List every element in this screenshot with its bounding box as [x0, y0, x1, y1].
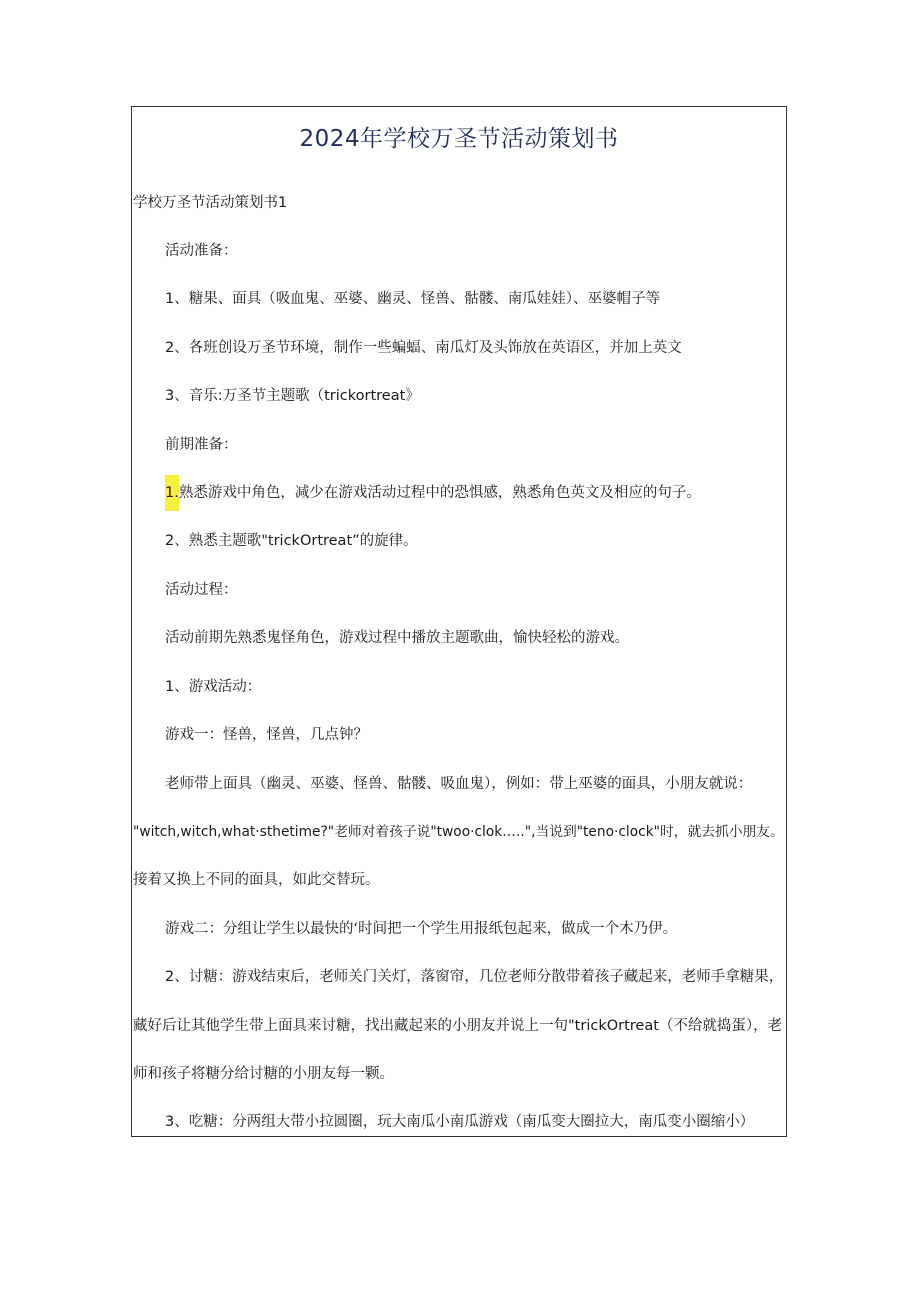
paragraph-line: 师和孩子将糖分给讨糖的小朋友每一颗。 [133, 1066, 394, 1082]
paragraph-line-text: 熟悉游戏中角色，减少在游戏活动过程中的恐惧感，熟悉角色英文及相应的句子。 [178, 485, 701, 501]
document-title: 2024年学校万圣节活动策划书 [299, 126, 619, 152]
paragraph-line: 老师带上面具（幽灵、巫婆、怪兽、骷髅、吸血鬼），例如：带上巫婆的面具，小朋友就说： [165, 776, 753, 792]
paragraph-line-highlighted [165, 483, 701, 503]
paragraph-line: 1、糖果、面具（吸血鬼、巫婆、幽灵、怪兽、骷髅、南瓜娃娃）、巫婆帽子等 [165, 291, 660, 307]
paragraph-line: 前期准备： [165, 437, 238, 453]
paragraph-line: "witch,witch,what·sthetime?"老师对着孩子说"twoo·clok.….",当说到"teno·clock"时，就去抓小朋友。 [133, 824, 784, 840]
paragraph-line: 活动前期先熟悉鬼怪角色，游戏过程中播放主题歌曲，愉快轻松的游戏。 [165, 630, 629, 646]
paragraph-line: 1、游戏活动： [165, 679, 262, 695]
paragraph-line: 活动准备： [165, 243, 238, 259]
paragraph-line: 游戏一：怪兽，怪兽，几点钟？ [165, 727, 368, 743]
paragraph-line: 活动过程： [165, 582, 238, 598]
paragraph-line: 游戏二：分组让学生以最快的‘时间把一个学生用报纸包起来，做成一个木乃伊。 [165, 921, 678, 937]
paragraph-line: 3、音乐:万圣节主题歌（trickortreat》 [165, 388, 420, 404]
paragraph-line: 2、各班创设万圣节环境，制作一些蝙蝠、南瓜灯及头饰放在英语区，并加上英文 [165, 340, 682, 356]
paragraph-line: 3、吃糖：分两组大带小拉圆圈，玩大南瓜小南瓜游戏（南瓜变大圈拉大，南瓜变小圈缩小） [165, 1114, 755, 1130]
paragraph-line: 藏好后让其他学生带上面具来讨糖，找出藏起来的小朋友并说上一句"trickOrtreat（不给就捣蛋），老 [133, 1018, 783, 1034]
paragraph-line: 2、讨糖：游戏结束后，老师关门关灯，落窗帘，几位老师分散带着孩子藏起来，老师手拿糖果， [165, 969, 784, 985]
paragraph-line: 2、熟悉主题歌"trickOrtreat”的旋律。 [165, 533, 418, 549]
text-highlight-marker: 1. [165, 475, 179, 511]
section-heading: 学校万圣节活动策划书1 [133, 195, 288, 211]
paragraph-line: 接着又换上不同的面具，如此交替玩。 [133, 872, 380, 888]
document-page [131, 106, 787, 1137]
